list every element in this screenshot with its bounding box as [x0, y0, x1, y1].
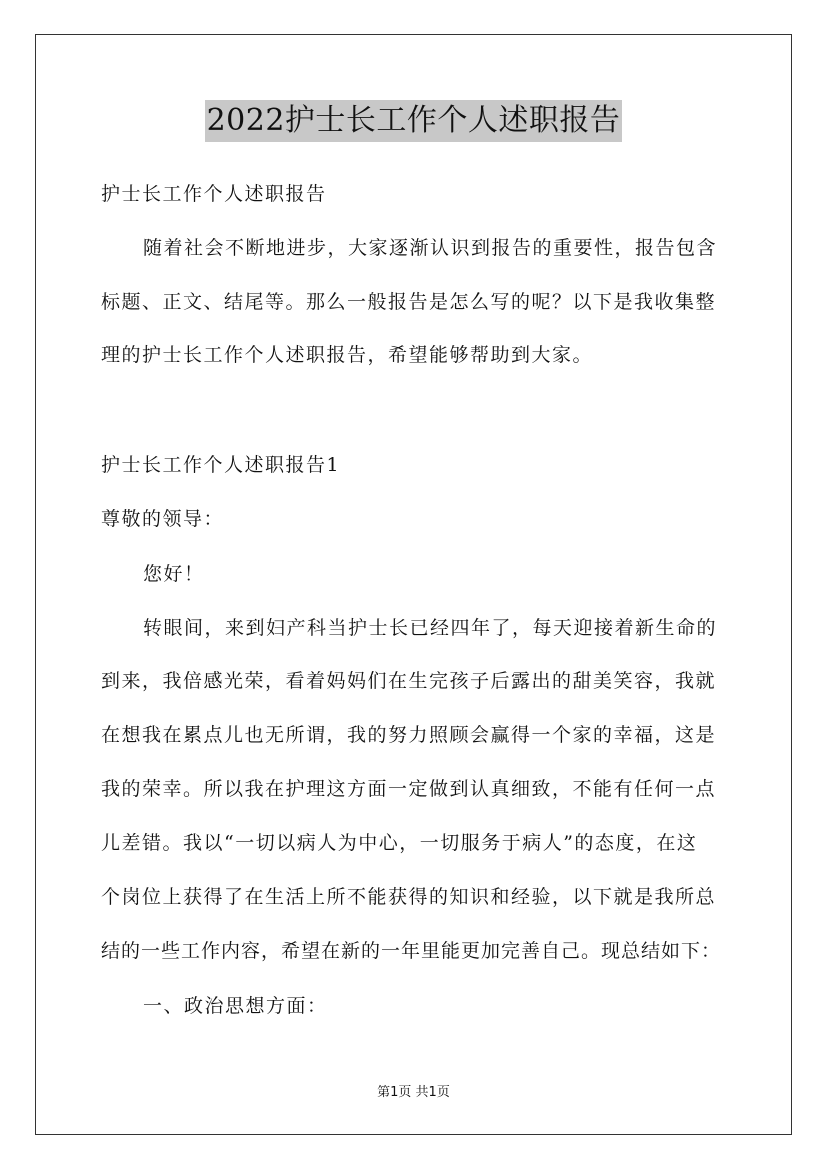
body-line-3: 在想我在累点儿也无所谓，我的努力照顾会赢得一个家的幸福，这是 [101, 724, 717, 746]
body-line-7: 结的一些工作内容，希望在新的一年里能更加完善自己。现总结如下： [101, 940, 722, 962]
document-title [0, 100, 827, 142]
subheading: 一、政治思想方面： [143, 995, 328, 1017]
greeting: 您好！ [143, 563, 205, 585]
section-heading: 护士长工作个人述职报告1 [101, 454, 341, 476]
salutation: 尊敬的领导： [101, 508, 225, 530]
body-line-6: 个岗位上获得了在生活上所不能获得的知识和经验，以下就是我所总 [101, 886, 717, 908]
document-title-text: 2022护士长工作个人述职报告 [205, 100, 623, 142]
body-line-5: 儿差错。我以“一切以病人为中心，一切服务于病人”的态度，在这 [101, 832, 698, 854]
intro-line-2: 标题、正文、结尾等。那么一般报告是怎么写的呢？以下是我收集整 [101, 291, 717, 313]
page-footer [0, 1083, 827, 1103]
body-line-2: 到来，我倍感光荣，看着妈妈们在生完孩子后露出的甜美笑容，我就 [101, 670, 717, 692]
body-line-1: 转眼间，来到妇产科当护士长已经四年了，每天迎接着新生命的 [143, 617, 718, 639]
page-number-label: 第1页 共1页 [377, 1085, 450, 1100]
body-line-4: 我的荣幸。所以我在护理这方面一定做到认真细致，不能有任何一点 [101, 778, 717, 800]
intro-line-3: 理的护士长工作个人述职报告，希望能够帮助到大家。 [101, 344, 594, 366]
document-subtitle: 护士长工作个人述职报告 [101, 183, 327, 205]
intro-line-1: 随着社会不断地进步，大家逐渐认识到报告的重要性，报告包含 [143, 237, 718, 259]
